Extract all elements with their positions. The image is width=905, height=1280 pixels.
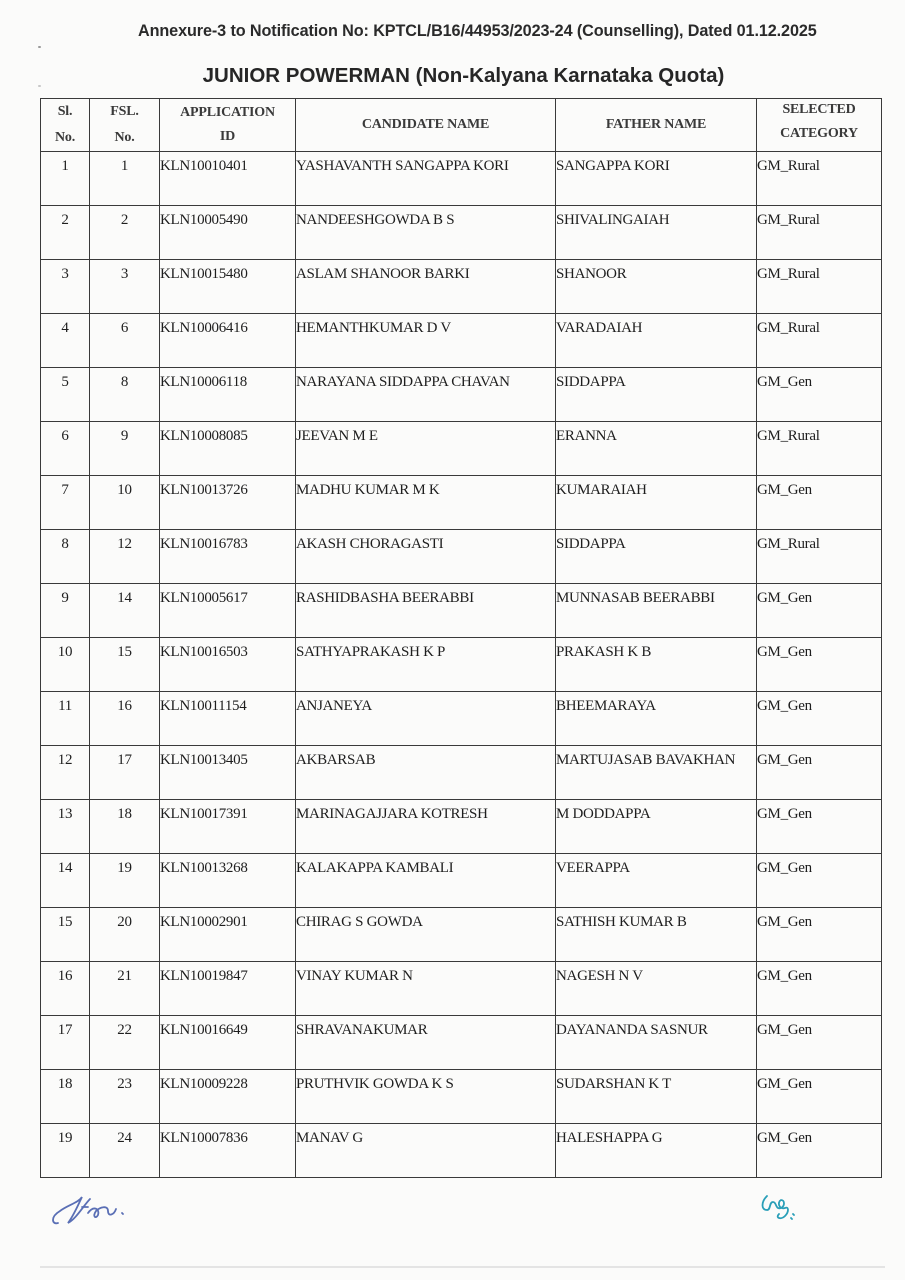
father-name-cell: BHEEMARAYA xyxy=(556,692,757,746)
application-id-cell: KLN10002901 xyxy=(160,908,296,962)
selected-category-cell: GM_Gen xyxy=(757,476,882,530)
selected-category-cell: GM_Gen xyxy=(757,800,882,854)
selected-category-cell: GM_Gen xyxy=(757,1016,882,1070)
candidate-name-cell: RASHIDBASHA BEERABBI xyxy=(296,584,556,638)
candidate-name-cell: SATHYAPRAKASH K P xyxy=(296,638,556,692)
father-name-cell: SUDARSHAN K T xyxy=(556,1070,757,1124)
father-name-cell: SATHISH KUMAR B xyxy=(556,908,757,962)
table-row xyxy=(41,476,882,530)
fsl-no-cell: 23 xyxy=(90,1070,160,1124)
fsl-no-cell: 22 xyxy=(90,1016,160,1070)
annexure-notification-line: Annexure-3 to Notification No: KPTCL/B16/44953/2023-24 (Counselling), Dated 01.12.2025 xyxy=(138,22,817,40)
candidate-name-cell: AKASH CHORAGASTI xyxy=(296,530,556,584)
fsl-no-cell: 17 xyxy=(90,746,160,800)
table-row xyxy=(41,314,882,368)
table-row xyxy=(41,260,882,314)
sl-no-cell: 3 xyxy=(41,260,90,314)
header-candidate-name: CANDIDATE NAME xyxy=(296,99,556,152)
fsl-no-cell: 3 xyxy=(90,260,160,314)
page-title: JUNIOR POWERMAN (Non-Kalyana Karnataka Quota) xyxy=(202,64,725,87)
candidate-name-cell: SHRAVANAKUMAR xyxy=(296,1016,556,1070)
candidate-name-cell: MADHU KUMAR M K xyxy=(296,476,556,530)
fsl-no-cell: 19 xyxy=(90,854,160,908)
selected-category-cell: GM_Rural xyxy=(757,422,882,476)
header-fsl-line2: No. xyxy=(114,130,135,145)
application-id-cell: KLN10006416 xyxy=(160,314,296,368)
application-id-cell: KLN10013405 xyxy=(160,746,296,800)
page-bottom-edge xyxy=(40,1266,885,1268)
selected-category-cell: GM_Gen xyxy=(757,746,882,800)
selected-category-cell: GM_Gen xyxy=(757,1070,882,1124)
sl-no-cell: 11 xyxy=(41,692,90,746)
fsl-no-cell: 8 xyxy=(90,368,160,422)
application-id-cell: KLN10008085 xyxy=(160,422,296,476)
candidate-name-cell: MANAV G xyxy=(296,1124,556,1178)
fsl-no-cell: 10 xyxy=(90,476,160,530)
selected-category-cell: GM_Rural xyxy=(757,530,882,584)
header-cat-line1: SELECTED xyxy=(782,102,856,117)
father-name-cell: NAGESH N V xyxy=(556,962,757,1016)
table-row xyxy=(41,638,882,692)
right-signature xyxy=(755,1188,805,1234)
table-row xyxy=(41,962,882,1016)
father-name-cell: KUMARAIAH xyxy=(556,476,757,530)
father-name-cell: MUNNASAB BEERABBI xyxy=(556,584,757,638)
fsl-no-cell: 14 xyxy=(90,584,160,638)
sl-no-cell: 12 xyxy=(41,746,90,800)
header-cat-line2: CATEGORY xyxy=(780,126,858,141)
fsl-no-cell: 2 xyxy=(90,206,160,260)
header-application-id xyxy=(160,99,296,152)
sl-no-cell: 18 xyxy=(41,1070,90,1124)
candidate-name-cell: PRUTHVIK GOWDA K S xyxy=(296,1070,556,1124)
sl-no-cell: 17 xyxy=(41,1016,90,1070)
header-sl-line2: No. xyxy=(54,130,75,145)
table-row xyxy=(41,368,882,422)
selection-list-table xyxy=(40,98,882,1178)
application-id-cell: KLN10016783 xyxy=(160,530,296,584)
table-row xyxy=(41,530,882,584)
selected-category-cell: GM_Gen xyxy=(757,1124,882,1178)
father-name-cell: DAYANANDA SASNUR xyxy=(556,1016,757,1070)
application-id-cell: KLN10005617 xyxy=(160,584,296,638)
sl-no-cell: 9 xyxy=(41,584,90,638)
sl-no-cell: 14 xyxy=(41,854,90,908)
table-row xyxy=(41,584,882,638)
table-header-row xyxy=(41,99,882,152)
sl-no-cell: 15 xyxy=(41,908,90,962)
application-id-cell: KLN10005490 xyxy=(160,206,296,260)
scan-speck xyxy=(38,46,41,48)
fsl-no-cell: 1 xyxy=(90,152,160,206)
father-name-cell: SIDDAPPA xyxy=(556,368,757,422)
candidate-name-cell: VINAY KUMAR N xyxy=(296,962,556,1016)
selected-category-cell: GM_Gen xyxy=(757,638,882,692)
table-row xyxy=(41,206,882,260)
selected-category-cell: GM_Gen xyxy=(757,368,882,422)
application-id-cell: KLN10019847 xyxy=(160,962,296,1016)
candidate-name-cell: AKBARSAB xyxy=(296,746,556,800)
sl-no-cell: 1 xyxy=(41,152,90,206)
application-id-cell: KLN10016503 xyxy=(160,638,296,692)
sl-no-cell: 16 xyxy=(41,962,90,1016)
father-name-cell: PRAKASH K B xyxy=(556,638,757,692)
candidate-name-cell: YASHAVANTH SANGAPPA KORI xyxy=(296,152,556,206)
application-id-cell: KLN10015480 xyxy=(160,260,296,314)
selected-category-cell: GM_Gen xyxy=(757,962,882,1016)
candidate-name-cell: KALAKAPPA KAMBALI xyxy=(296,854,556,908)
candidate-name-cell: JEEVAN M E xyxy=(296,422,556,476)
father-name-cell: SHANOOR xyxy=(556,260,757,314)
father-name-cell: ERANNA xyxy=(556,422,757,476)
selected-category-cell: GM_Gen xyxy=(757,692,882,746)
header-fsl-line1: FSL. xyxy=(110,104,139,119)
father-name-cell: MARTUJASAB BAVAKHAN xyxy=(556,746,757,800)
fsl-no-cell: 24 xyxy=(90,1124,160,1178)
sl-no-cell: 13 xyxy=(41,800,90,854)
left-signature xyxy=(48,1185,148,1235)
application-id-cell: KLN10007836 xyxy=(160,1124,296,1178)
sl-no-cell: 8 xyxy=(41,530,90,584)
fsl-no-cell: 16 xyxy=(90,692,160,746)
sl-no-cell: 19 xyxy=(41,1124,90,1178)
fsl-no-cell: 9 xyxy=(90,422,160,476)
candidate-name-cell: NANDEESHGOWDA B S xyxy=(296,206,556,260)
table-row xyxy=(41,692,882,746)
sl-no-cell: 4 xyxy=(41,314,90,368)
candidate-name-cell: ANJANEYA xyxy=(296,692,556,746)
father-name-cell: M DODDAPPA xyxy=(556,800,757,854)
application-id-cell: KLN10009228 xyxy=(160,1070,296,1124)
header-app-line1: APPLICATION xyxy=(180,105,275,120)
application-id-cell: KLN10013726 xyxy=(160,476,296,530)
application-id-cell: KLN10016649 xyxy=(160,1016,296,1070)
application-id-cell: KLN10017391 xyxy=(160,800,296,854)
selected-category-cell: GM_Rural xyxy=(757,206,882,260)
selected-category-cell: GM_Rural xyxy=(757,152,882,206)
signature-stroke xyxy=(53,1197,123,1223)
table-row xyxy=(41,800,882,854)
selected-category-cell: GM_Gen xyxy=(757,854,882,908)
table-row xyxy=(41,422,882,476)
fsl-no-cell: 6 xyxy=(90,314,160,368)
application-id-cell: KLN10006118 xyxy=(160,368,296,422)
candidate-name-cell: CHIRAG S GOWDA xyxy=(296,908,556,962)
header-father-name: FATHER NAME xyxy=(556,99,757,152)
father-name-cell: HALESHAPPA G xyxy=(556,1124,757,1178)
header-selected-category xyxy=(757,99,882,152)
table-row xyxy=(41,1016,882,1070)
sl-no-cell: 6 xyxy=(41,422,90,476)
father-name-cell: VEERAPPA xyxy=(556,854,757,908)
father-name-cell: SANGAPPA KORI xyxy=(556,152,757,206)
application-id-cell: KLN10010401 xyxy=(160,152,296,206)
table-row xyxy=(41,1070,882,1124)
sl-no-cell: 5 xyxy=(41,368,90,422)
selected-category-cell: GM_Rural xyxy=(757,314,882,368)
fsl-no-cell: 20 xyxy=(90,908,160,962)
selected-category-cell: GM_Rural xyxy=(757,260,882,314)
selected-category-cell: GM_Gen xyxy=(757,908,882,962)
fsl-no-cell: 18 xyxy=(90,800,160,854)
table-row xyxy=(41,908,882,962)
header-app-line2: ID xyxy=(219,129,236,144)
header-sl-line1: Sl. xyxy=(57,104,73,119)
selected-category-cell: GM_Gen xyxy=(757,584,882,638)
candidate-name-cell: NARAYANA SIDDAPPA CHAVAN xyxy=(296,368,556,422)
fsl-no-cell: 15 xyxy=(90,638,160,692)
candidate-name-cell: ASLAM SHANOOR BARKI xyxy=(296,260,556,314)
sl-no-cell: 10 xyxy=(41,638,90,692)
candidate-name-cell: MARINAGAJJARA KOTRESH xyxy=(296,800,556,854)
application-id-cell: KLN10013268 xyxy=(160,854,296,908)
father-name-cell: SHIVALINGAIAH xyxy=(556,206,757,260)
fsl-no-cell: 12 xyxy=(90,530,160,584)
table-row xyxy=(41,746,882,800)
fsl-no-cell: 21 xyxy=(90,962,160,1016)
table-row xyxy=(41,854,882,908)
sl-no-cell: 2 xyxy=(41,206,90,260)
header-sl-no xyxy=(41,99,90,152)
table-row xyxy=(41,1124,882,1178)
signature-stroke xyxy=(763,1196,795,1219)
candidate-name-cell: HEMANTHKUMAR D V xyxy=(296,314,556,368)
header-fsl-no xyxy=(90,99,160,152)
father-name-cell: SIDDAPPA xyxy=(556,530,757,584)
sl-no-cell: 7 xyxy=(41,476,90,530)
application-id-cell: KLN10011154 xyxy=(160,692,296,746)
table-row xyxy=(41,152,882,206)
father-name-cell: VARADAIAH xyxy=(556,314,757,368)
